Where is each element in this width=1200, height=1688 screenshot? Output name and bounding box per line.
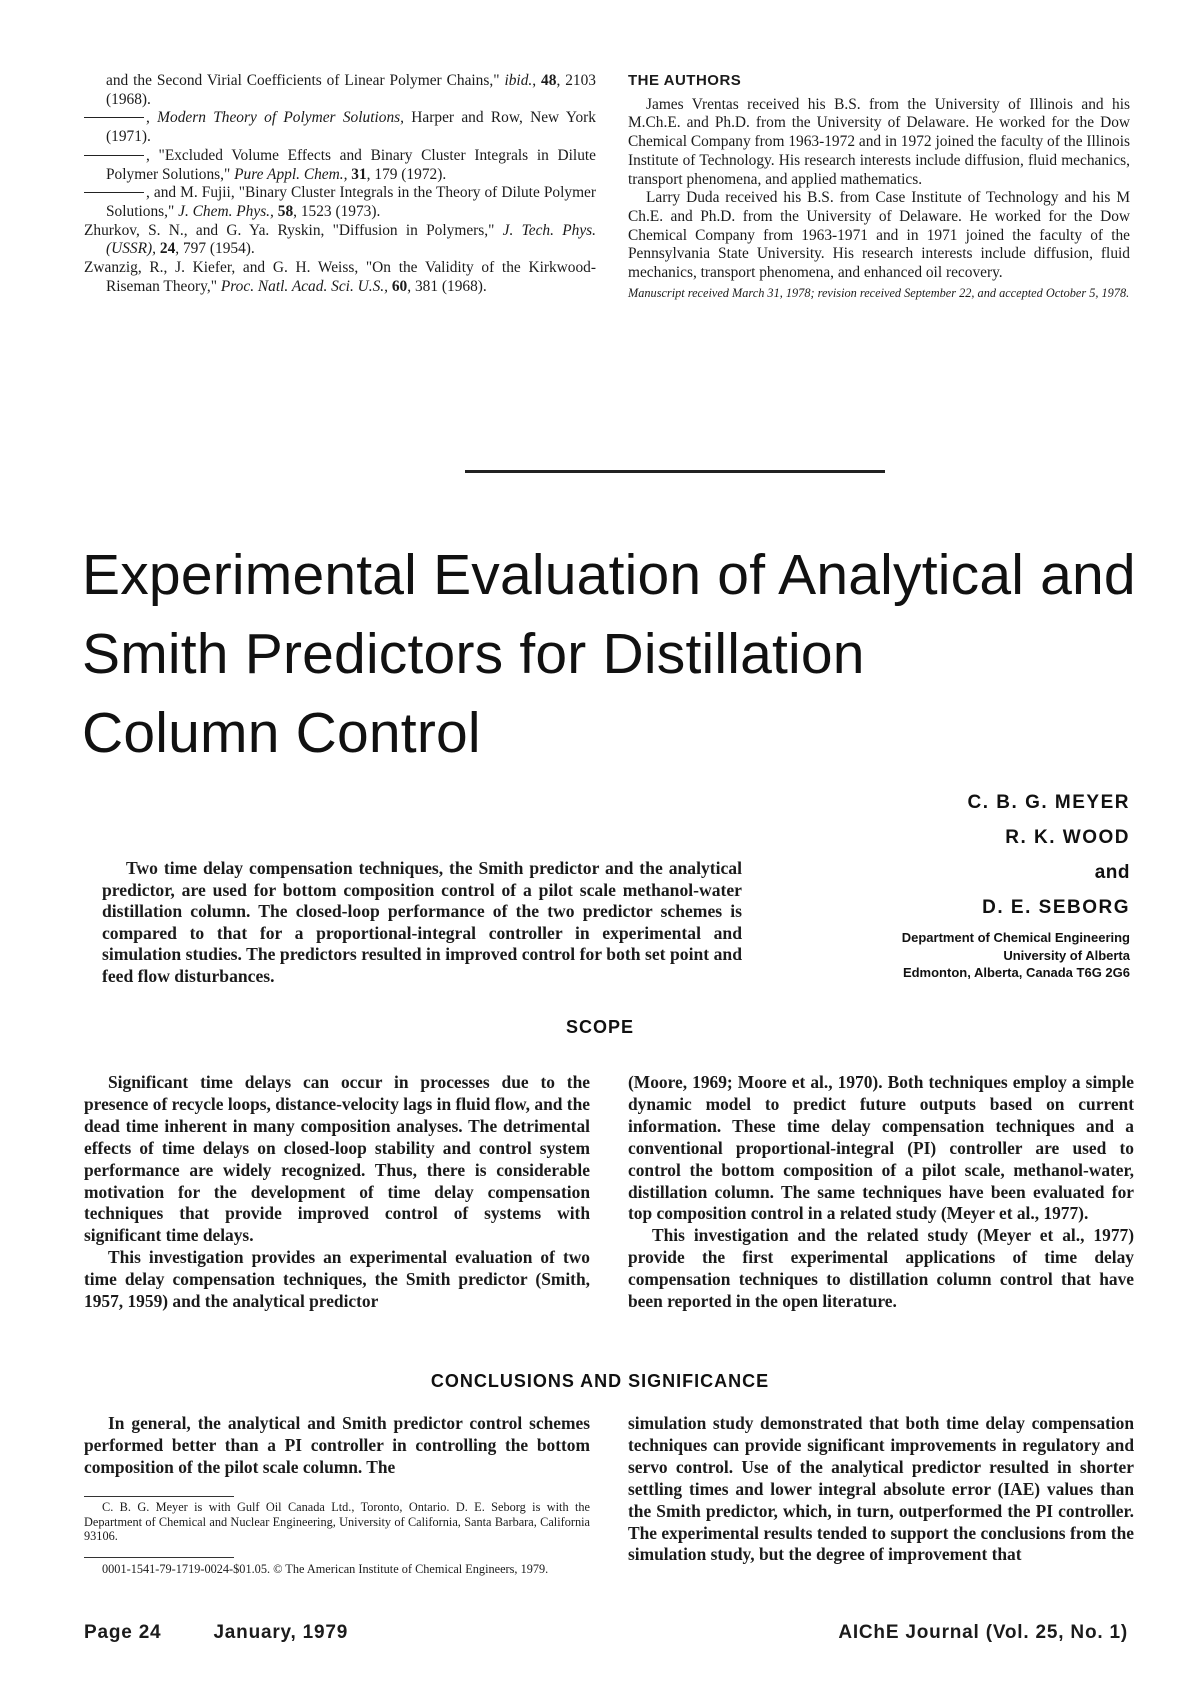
footnote-rule xyxy=(84,1496,234,1497)
paragraph: This investigation and the related study (Meyer et al., 1977) provide the first experimental applications of time delay compensation techniques to distillation column control that have been reported in the open literature. xyxy=(628,1225,1134,1312)
conclusions-heading: CONCLUSIONS AND SIGNIFICANCE xyxy=(430,1371,770,1391)
authors-heading: THE AUTHORS xyxy=(628,72,742,89)
ditto-dash xyxy=(84,117,144,118)
footnote-copyright: 0001-1541-79-1719-0024-$01.05. © The American Institute of Chemical Engineers, 1979. xyxy=(102,1562,549,1576)
page-number: Page 24 xyxy=(84,1622,162,1643)
issue-date: January, 1979 xyxy=(213,1622,349,1643)
page-footer-left xyxy=(84,1622,400,1644)
scope-left-column xyxy=(84,1072,590,1313)
author-block xyxy=(902,785,1130,982)
paragraph: (Moore, 1969; Moore et al., 1970). Both techniques employ a simple dynamic model to predict future outputs based on current information. These time delay compensation techniques and a conventional proportional-integral (PI) controller are used to control the bottom composition of a pilot scale, methanol-water, distillation column. The same techniques have been evaluated for top composition control in a related study (Meyer et al., 1977). xyxy=(628,1072,1134,1224)
journal-citation: AIChE Journal (Vol. 25, No. 1) xyxy=(838,1622,1128,1643)
reference-item: , Modern Theory of Polymer Solutions, Harper and Row, New York (1971). xyxy=(84,109,596,146)
reference-list xyxy=(84,72,596,296)
authors-section xyxy=(628,72,1130,301)
conclusions-left-column xyxy=(84,1413,590,1479)
affiliation-line: Department of Chemical Engineering xyxy=(901,930,1130,945)
reference-item: Zwanzig, R., J. Kiefer, and G. H. Weiss, "On the Validity of the Kirkwood-Riseman Theory," Proc. Natl. Acad. Sci. U.S., 60, 381 (1968). xyxy=(84,259,596,295)
author-name: R. K. WOOD xyxy=(1005,827,1130,848)
author-name: C. B. G. MEYER xyxy=(967,792,1130,813)
reference-item: and the Second Virial Coefficients of Linear Polymer Chains," ibid., 48, 2103 (1968). xyxy=(106,72,597,108)
reference-item: , and M. Fujii, "Binary Cluster Integrals in the Theory of Dilute Polymer Solutions," J. Chem. Phys., 58, 1523 (1973). xyxy=(84,184,596,221)
section-divider xyxy=(465,470,885,473)
paragraph: This investigation provides an experimental evaluation of two time delay compensation techniques, the Smith predictor (Smith, 1957, 1959) and the analytical predictor xyxy=(84,1247,590,1312)
ditto-dash xyxy=(84,155,144,156)
abstract: Two time delay compensation techniques, the Smith predictor and the analytical predictor, are used for bottom composition control of a pilot scale methanol-water distillation column. The closed-loop performance of the two predictor schemes is compared to that for a proportional-integral controller in experimental and simulation studies. The predictors resulted in improved control for both set point and feed flow disturbances. xyxy=(102,858,742,986)
affiliation-line: University of Alberta xyxy=(1003,947,1130,963)
author-bio: Larry Duda received his B.S. from Case Institute of Technology and his M Ch.E. and Ph.D. from the University of Delaware. He worked for the Dow Chemical Company from 1963-1971 and in 1971 joined the faculty of the Pennsylvania State University. His research interests include diffusion, fluid mechanics, transport phenomena, and enhanced oil recovery. xyxy=(628,189,1130,282)
author-name: D. E. SEBORG xyxy=(982,897,1130,918)
footnote-rule xyxy=(84,1557,234,1558)
title-line: Experimental Evaluation of Analytical and xyxy=(82,543,1136,607)
manuscript-dates: Manuscript received March 31, 1978; revision received September 22, and accepted October 5, 1978. xyxy=(628,285,1130,300)
paragraph: Significant time delays can occur in processes due to the presence of recycle loops, distance-velocity lags in fluid flow, and the dead time inherent in many composition analyses. The detrimental effects of time delays on closed-loop stability and control system performance are widely recognized. Thus, there is considerable motivation for the development of time delay compensation techniques that provide improved control of systems with significant time delays. xyxy=(84,1072,590,1246)
affiliation-line: Edmonton, Alberta, Canada T6G 2G6 xyxy=(902,965,1130,980)
footnote-affiliations: C. B. G. Meyer is with Gulf Oil Canada Ltd., Toronto, Ontario. D. E. Seborg is with the Department of Chemical and Nuclear Engineering, University of California, Santa Barbara, California 93106. xyxy=(84,1500,590,1544)
reference-item: Zhurkov, S. N., and G. Ya. Ryskin, "Diffusion in Polymers," J. Tech. Phys. (USSR), 24, 797 (1954). xyxy=(84,221,596,258)
author-conjunction: and xyxy=(1094,862,1130,883)
paragraph: simulation study demonstrated that both time delay compensation techniques can provide significant improvements in regulatory and servo control. Use of the analytical predictor resulted in shorter settling times and lower integral absolute error (IAE) values than the Smith predictor, which, in turn, outperformed the PI controller. The experimental results tended to support the conclusions from the simulation study, but the degree of improvement that xyxy=(628,1413,1134,1565)
scope-right-column xyxy=(628,1072,1134,1313)
ditto-dash xyxy=(84,192,144,193)
conclusions-right-column xyxy=(628,1413,1134,1566)
article-title xyxy=(82,536,1162,773)
author-bio: James Vrentas received his B.S. from the University of Illinois and his M.Ch.E. and Ph.D. from the University of Delaware. He worked for the Dow Chemical Company from 1963-1972 and in 1972 joined the faculty of the Illinois Institute of Technology. His research interests include diffusion, fluid mechanics, transport phenomena, and applied mathematics. xyxy=(628,95,1130,188)
title-line: Smith Predictors for Distillation xyxy=(82,622,865,686)
scope-heading: SCOPE xyxy=(565,1017,635,1037)
title-line: Column Control xyxy=(82,701,481,765)
paragraph: In general, the analytical and Smith predictor control schemes performed better than a PI controller in controlling the bottom composition of the pilot scale column. The xyxy=(84,1413,590,1477)
reference-item: , "Excluded Volume Effects and Binary Cluster Integrals in Dilute Polymer Solutions," Pure Appl. Chem., 31, 179 (1972). xyxy=(84,147,596,184)
